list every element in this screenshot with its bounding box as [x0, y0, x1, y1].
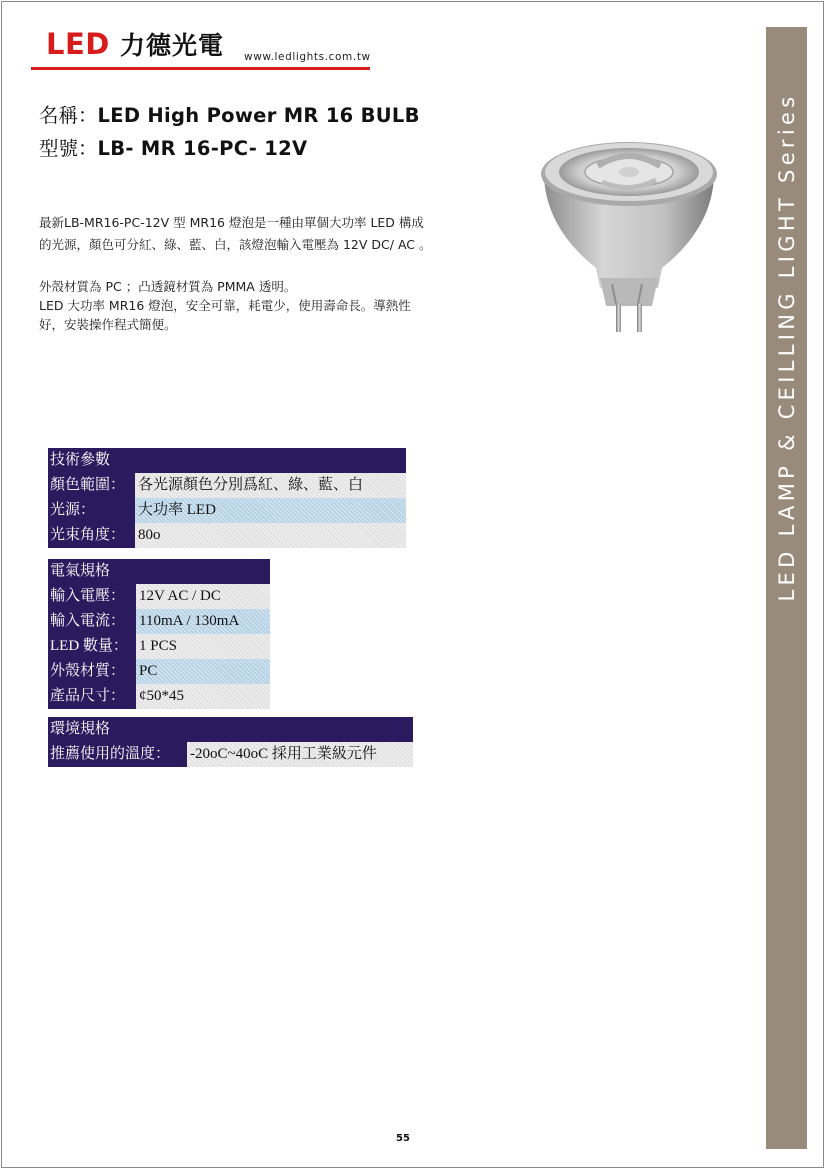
description-line: LED 大功率 MR16 燈泡，安全可靠，耗電少，使用壽命長。導熱性: [39, 298, 411, 313]
spec-label: 顏色範圍：: [48, 473, 135, 498]
side-band-text: LED LAMP & CEILLING LIGHT Series: [774, 92, 799, 602]
environment-spec-title: 環境規格: [48, 717, 413, 742]
spec-value: 大功率 LED: [135, 498, 406, 523]
spec-label: LED 數量：: [48, 634, 136, 659]
description-paragraph-2: [39, 277, 499, 334]
logo-company-name: 力德光電: [120, 31, 225, 60]
spec-label: 光源：: [48, 498, 135, 523]
product-name-line: [39, 106, 420, 126]
table-row: [48, 609, 270, 634]
spec-value: PC: [136, 659, 270, 684]
description-paragraph-1: [39, 212, 499, 256]
header-rule: [31, 67, 370, 70]
website-url[interactable]: www.ledlights.com.tw: [244, 51, 371, 63]
table-row: [48, 659, 270, 684]
mr16-bulb-image: [536, 128, 722, 342]
tech-spec-table: [48, 448, 406, 548]
table-row: [48, 634, 270, 659]
spec-label: 產品尺寸：: [48, 684, 136, 709]
spec-value: 12V AC / DC: [136, 584, 270, 609]
environment-spec-table: [48, 717, 413, 767]
logo-led: LED: [46, 27, 110, 61]
spec-value: 1 PCS: [136, 634, 270, 659]
tech-spec-title: 技術參數: [48, 448, 406, 473]
description-line: 好，安裝操作程式簡便。: [39, 317, 177, 332]
product-name-label: 名稱：: [39, 104, 98, 127]
spec-label: 推薦使用的溫度：: [48, 742, 187, 767]
table-row: [48, 584, 270, 609]
side-band-caption: [766, 27, 807, 667]
electrical-spec-title: 電氣規格: [48, 559, 270, 584]
spec-value: -20oC~40oC 採用工業級元件: [187, 742, 413, 767]
electrical-spec-table: [48, 559, 270, 709]
spec-label: 輸入電流：: [48, 609, 136, 634]
spec-value: 各光源顏色分別爲紅、綠、藍、白: [135, 473, 406, 498]
table-row: [48, 473, 406, 498]
description-line: 的光源，顏色可分紅、綠、藍、白，該燈泡輸入電壓為 12V DC/ AC 。: [39, 237, 432, 252]
table-row: [48, 684, 270, 709]
page-number: 55: [396, 1133, 410, 1144]
spec-value: 80o: [135, 523, 406, 548]
product-model-line: [39, 139, 307, 159]
description-line: 外殼材質為 PC ；凸透鏡材質為 PMMA 透明。: [39, 279, 297, 294]
spec-label: 外殼材質：: [48, 659, 136, 684]
spec-label: 輸入電壓：: [48, 584, 136, 609]
table-row: [48, 742, 413, 767]
table-row: [48, 523, 406, 548]
product-name-value: LED High Power MR 16 BULB: [97, 104, 420, 127]
product-model-label: 型號：: [39, 137, 98, 160]
table-row: [48, 498, 406, 523]
product-model-value: LB- MR 16-PC- 12V: [97, 137, 308, 160]
description-line: 最新LB-MR16-PC-12V 型 MR16 燈泡是一種由單個大功率 LED 構成: [39, 215, 424, 230]
spec-value: ¢50*45: [136, 684, 270, 709]
spec-value: 110mA / 130mA: [136, 609, 270, 634]
spec-label: 光束角度：: [48, 523, 135, 548]
